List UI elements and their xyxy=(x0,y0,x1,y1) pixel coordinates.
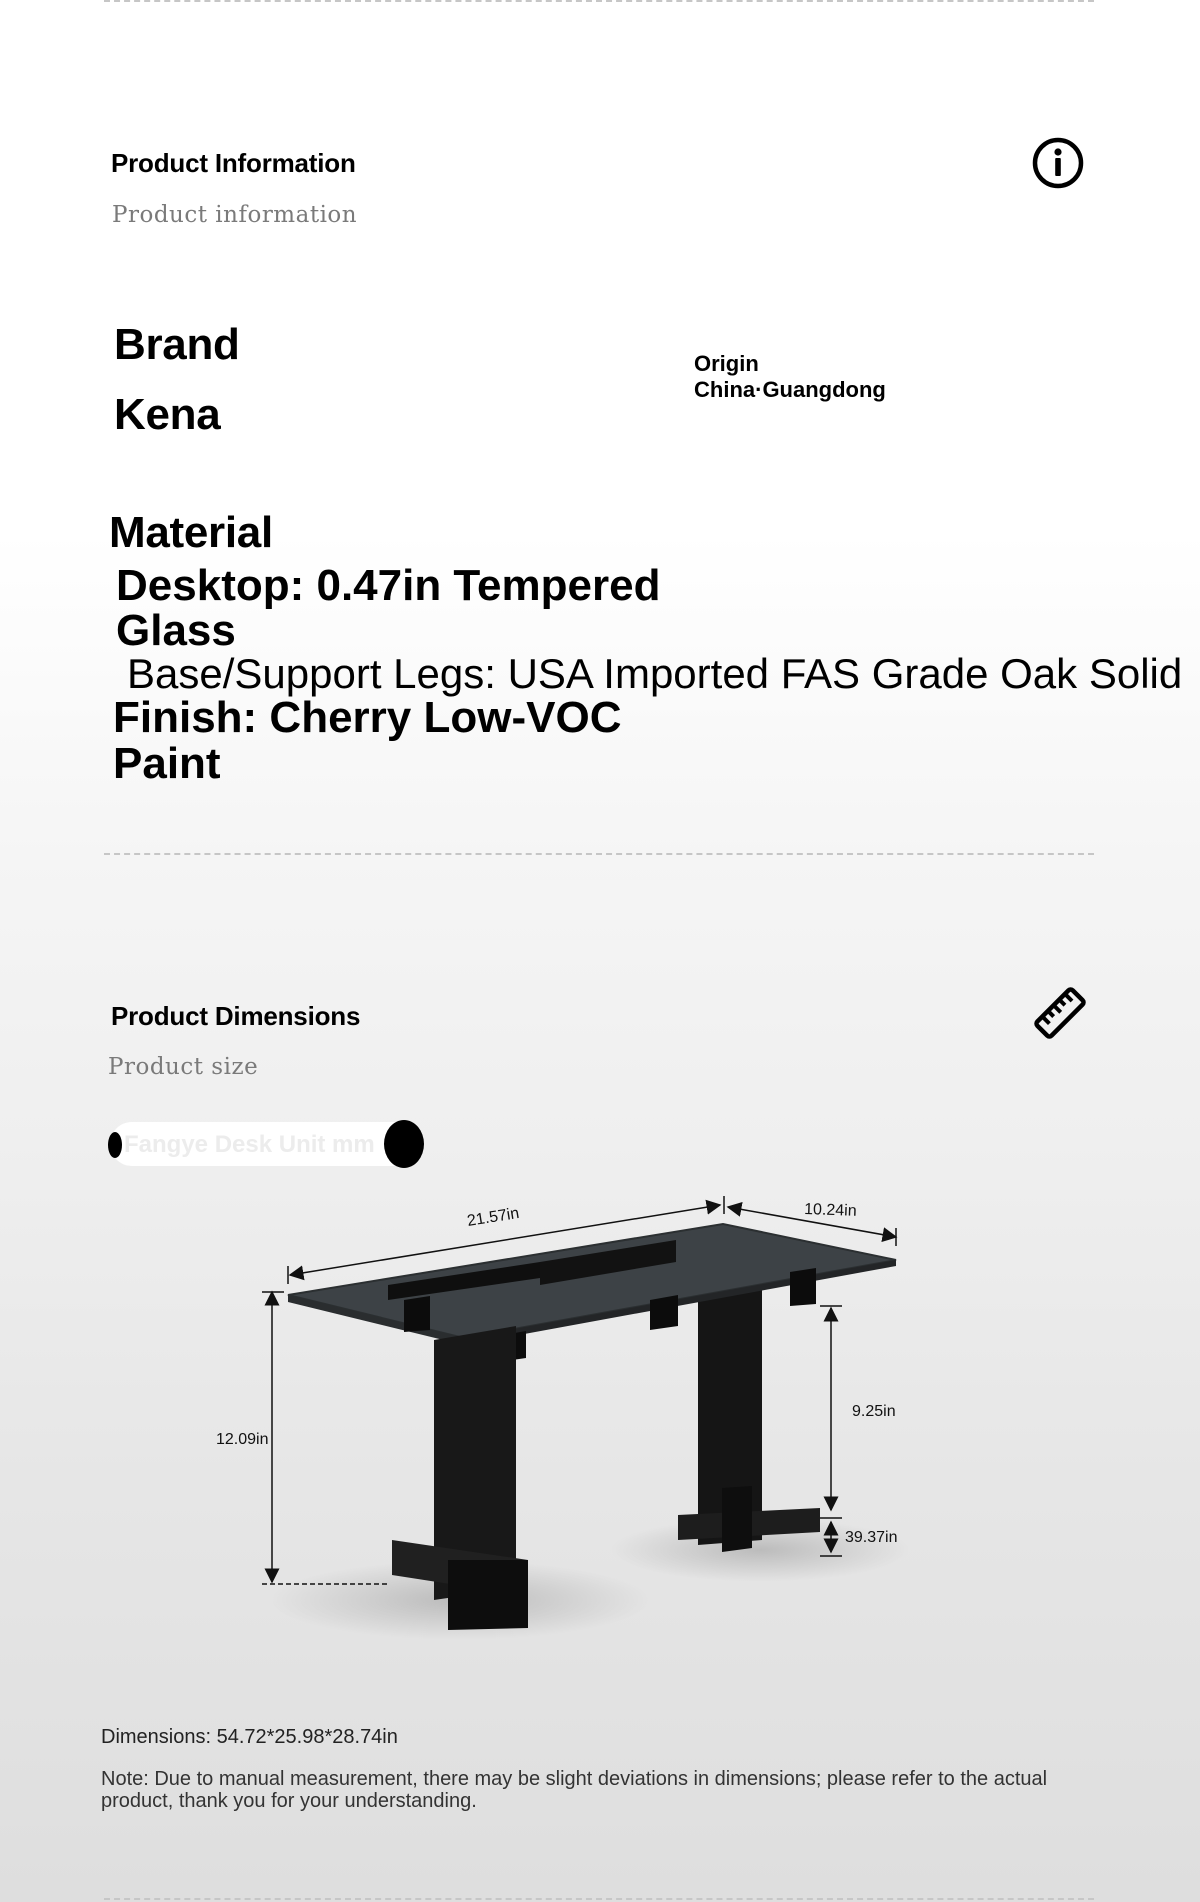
section-subtitle-product-dimensions: Product size xyxy=(108,1054,259,1080)
height-left-label: 12.09in xyxy=(216,1431,269,1448)
ruler-icon xyxy=(1031,984,1089,1042)
section-title-product-dimensions: Product Dimensions xyxy=(111,1001,361,1031)
origin-label: Origin xyxy=(694,351,759,376)
foot-label: 39.37in xyxy=(845,1529,898,1546)
brand-label: Brand xyxy=(114,320,240,369)
brand-value: Kena xyxy=(114,390,221,439)
material-line: Paint xyxy=(113,739,221,788)
section-title-product-information: Product Information xyxy=(111,148,356,178)
tag-right-dot xyxy=(384,1120,424,1168)
height-right-label: 9.25in xyxy=(852,1403,896,1420)
material-line: Desktop: 0.47in Tempered xyxy=(116,561,661,610)
table-dimension-diagram xyxy=(0,1180,1200,1700)
section-subtitle-product-information: Product information xyxy=(112,202,358,228)
middle-divider xyxy=(104,853,1094,855)
length-label: 21.57in xyxy=(465,1204,521,1230)
material-line: Base/Support Legs: USA Imported FAS Grade Oak Solid xyxy=(127,650,1183,697)
width-label: 10.24in xyxy=(803,1201,857,1220)
info-icon xyxy=(1031,136,1085,190)
material-label: Material xyxy=(109,508,273,557)
material-line: Finish: Cherry Low-VOC xyxy=(113,693,622,742)
unit-tag xyxy=(110,1122,422,1166)
top-divider xyxy=(104,0,1094,2)
tag-left-dot xyxy=(108,1132,122,1158)
back-leg xyxy=(678,1290,820,1552)
material-line: Glass xyxy=(116,606,236,655)
unit-tag-label: Fangye Desk Unit mm xyxy=(124,1131,375,1158)
bottom-divider xyxy=(104,1898,1094,1900)
dimensions-summary: Dimensions: 54.72*25.98*28.74in xyxy=(101,1726,398,1748)
origin-value: China·Guangdong xyxy=(694,377,886,402)
measurement-note: Note: Due to manual measurement, there may be slight deviations in dimensions; please refer to the actual product, thank you for your understanding. xyxy=(101,1768,1048,1812)
